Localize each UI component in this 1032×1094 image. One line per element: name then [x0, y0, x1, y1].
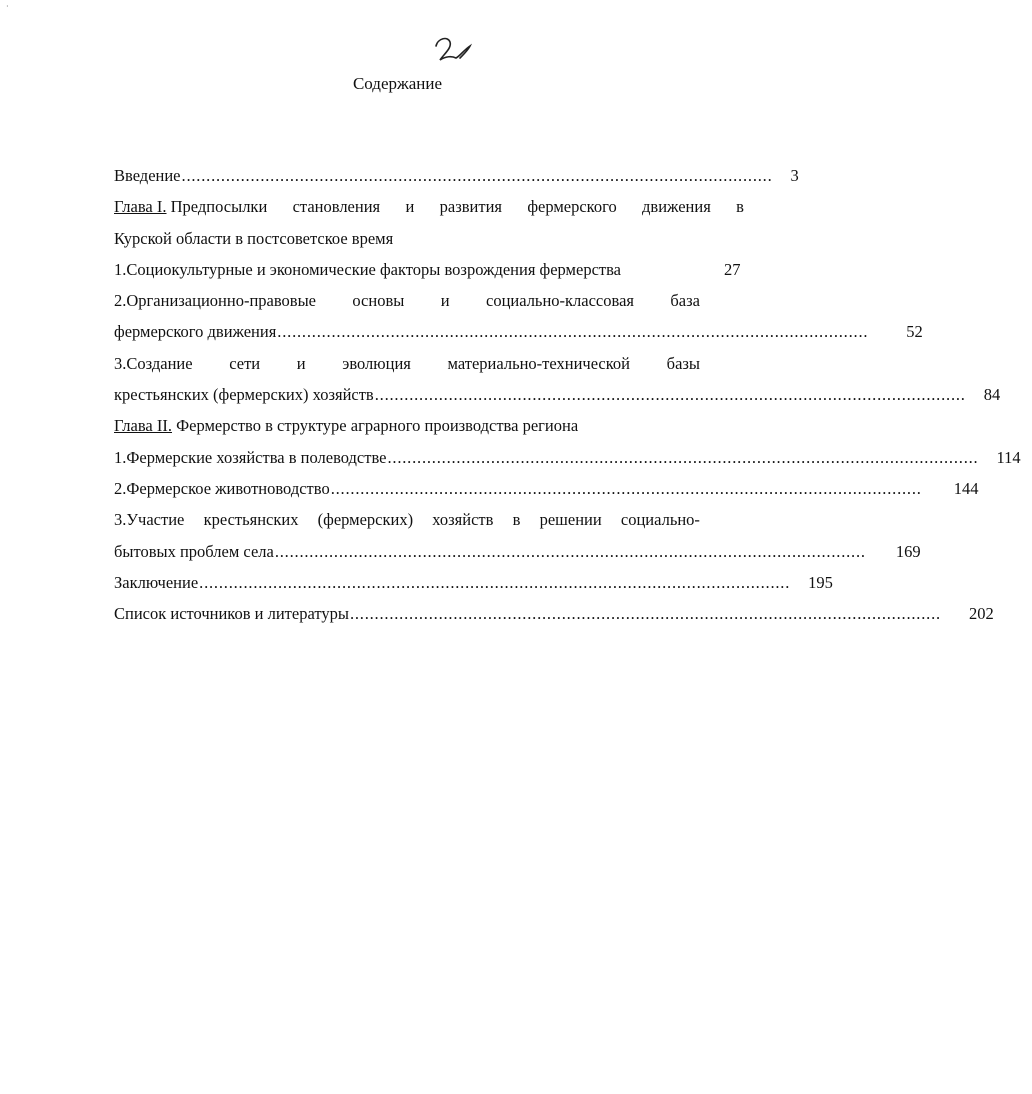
toc-entry-2-1	[114, 442, 1021, 473]
dot-leader: ........................................................................................................................	[330, 478, 922, 498]
toc-page-number: 27	[724, 259, 741, 279]
toc-word: 2.Организационно-правовые	[114, 291, 316, 311]
dot-leader: ........................................................................................................................	[181, 166, 773, 185]
dot-leader: ........................................................................................................................	[374, 385, 966, 405]
toc-entry-conclusion	[114, 567, 833, 598]
toc-word: в	[512, 510, 521, 530]
toc-page-number: 3	[790, 166, 799, 185]
toc-word: хозяйств	[432, 510, 494, 530]
toc-word: и	[440, 291, 450, 311]
chapter-1-word: движения	[642, 197, 711, 217]
toc-entry-2-2	[114, 473, 979, 504]
dot-leader: ........................................................................................................................	[349, 604, 941, 624]
chapter-1-word: Предпосылки	[170, 197, 268, 217]
toc-entry-1-2-line2	[114, 316, 923, 347]
dot-leader: ........................................................................................................................	[277, 322, 869, 342]
toc-chapter-1-line1	[114, 191, 744, 222]
toc-entry-label: Введение	[114, 166, 181, 185]
toc-word: основы	[352, 291, 405, 311]
page-corner-mark: ·	[6, 2, 9, 11]
chapter-1-word: и	[405, 197, 415, 217]
toc-word: материально-технической	[447, 353, 631, 373]
toc-word: база	[670, 291, 700, 311]
toc-page-number: 52	[906, 322, 923, 342]
toc-entry-label: 1.Фермерские хозяйства в полеводстве	[114, 447, 387, 467]
handwritten-page-number	[430, 34, 476, 64]
chapter-1-word: становления	[292, 197, 381, 217]
toc-word: сети	[229, 353, 261, 373]
toc-entry-label: фермерского движения	[114, 322, 277, 342]
toc-word: 3.Создание	[114, 353, 193, 373]
toc-word: 3.Участие	[114, 510, 185, 530]
toc-word: решении	[539, 510, 602, 530]
toc-page-number: 144	[953, 478, 979, 498]
dot-leader: ........................................................................................................................	[387, 447, 979, 467]
toc-word: базы	[666, 353, 700, 373]
toc-entry-label: крестьянских (фермерских) хозяйств	[114, 385, 374, 405]
chapter-1-prefix: Глава I.	[114, 197, 167, 217]
toc-word: социально-	[620, 510, 700, 530]
dot-leader: ........................................................................................................................	[274, 541, 866, 561]
toc-page-number: 195	[808, 572, 833, 592]
toc-chapter-1-line2: Курской области в постсоветское время	[114, 228, 394, 248]
toc-entry-label: бытовых проблем села	[114, 541, 274, 561]
chapter-2-title: Фермерство в структуре аграрного производства региона	[176, 416, 579, 436]
toc-entry-1-2-line1	[114, 285, 744, 316]
dot-leader: ........................................................................................................................	[199, 572, 791, 592]
toc-entry-2-3-line1	[114, 504, 744, 535]
toc-entry-label: Заключение	[114, 572, 199, 592]
toc-entry-sources	[114, 598, 994, 629]
toc-entry-1-1	[114, 254, 744, 285]
toc-entry-label: Список источников и литературы	[114, 604, 349, 624]
toc-chapter-2	[114, 410, 744, 441]
chapter-2-prefix: Глава II.	[114, 416, 172, 436]
toc-page-number: 202	[968, 604, 994, 624]
toc-page-number: 114	[996, 447, 1021, 467]
chapter-1-word: в	[736, 197, 744, 217]
toc-page-number: 84	[983, 385, 1001, 405]
chapter-1-word: фермерского	[527, 197, 617, 217]
toc-page-number: 169	[895, 541, 921, 561]
toc-word: и	[296, 353, 306, 373]
page-title: Содержание	[352, 74, 443, 93]
toc-entry-label: 1.Социокультурные и экономические факторы возрождения фермерства	[114, 259, 621, 279]
toc-entry-1-3-line1	[114, 348, 744, 379]
toc-word: (фермерских)	[317, 510, 414, 530]
toc-entry-1-3-line2	[114, 379, 1001, 410]
toc-word: социально-классовая	[486, 291, 634, 311]
table-of-contents	[114, 160, 1021, 629]
toc-entry-2-3-line2	[114, 536, 921, 567]
chapter-1-word: развития	[439, 197, 502, 217]
toc-word: крестьянских	[203, 510, 299, 530]
toc-entry-label: 2.Фермерское животноводство	[114, 478, 330, 498]
toc-entry-intro	[114, 160, 799, 191]
toc-word: эволюция	[342, 353, 411, 373]
